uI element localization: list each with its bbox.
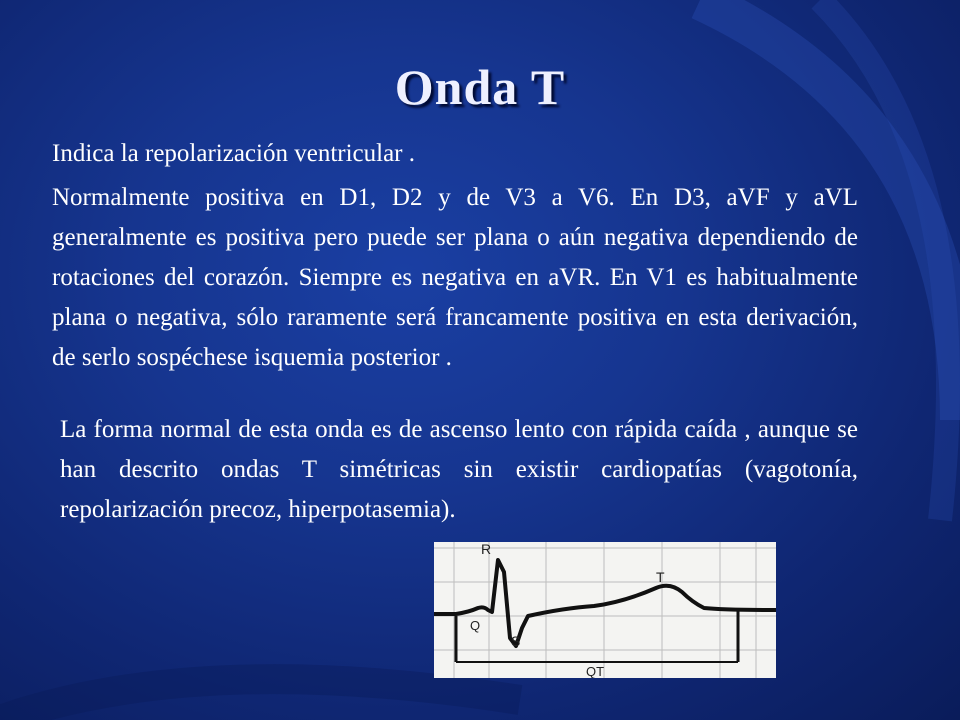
paragraph-shape: La forma normal de esta onda es de ascenso lento con rápida caída , aunque se han descrito ondas T simétricas sin existir cardiopatías (vagotonía, repolarización precoz, hiperpotasemia).	[60, 416, 858, 523]
slide-title: Onda T	[394, 59, 566, 115]
paragraph-leads: Normalmente positiva en D1, D2 y de V3 a V6. En D3, aVF y aVL generalmente es positiva pero puede ser plana o aún negativa dependiendo de rotaciones del corazón. Siempre es negativa en aVR. En V1 es habitualmente plana o negativa, sólo raramente será francamente positiva en esta derivación, de serlo sospéchese isquemia posterior .	[52, 184, 858, 371]
ecg-label-s: S	[511, 633, 521, 649]
ecg-figure	[434, 542, 776, 678]
ecg-label-r: R	[481, 542, 492, 557]
ecg-label-qt: QT	[586, 664, 605, 678]
ecg-trace-diagram	[434, 542, 776, 678]
ecg-label-t: T	[656, 569, 665, 585]
paragraph-definition: Indica la repolarización ventricular .	[52, 140, 416, 167]
ecg-label-q: Q	[470, 618, 481, 633]
ecg-trace-line	[434, 560, 776, 646]
